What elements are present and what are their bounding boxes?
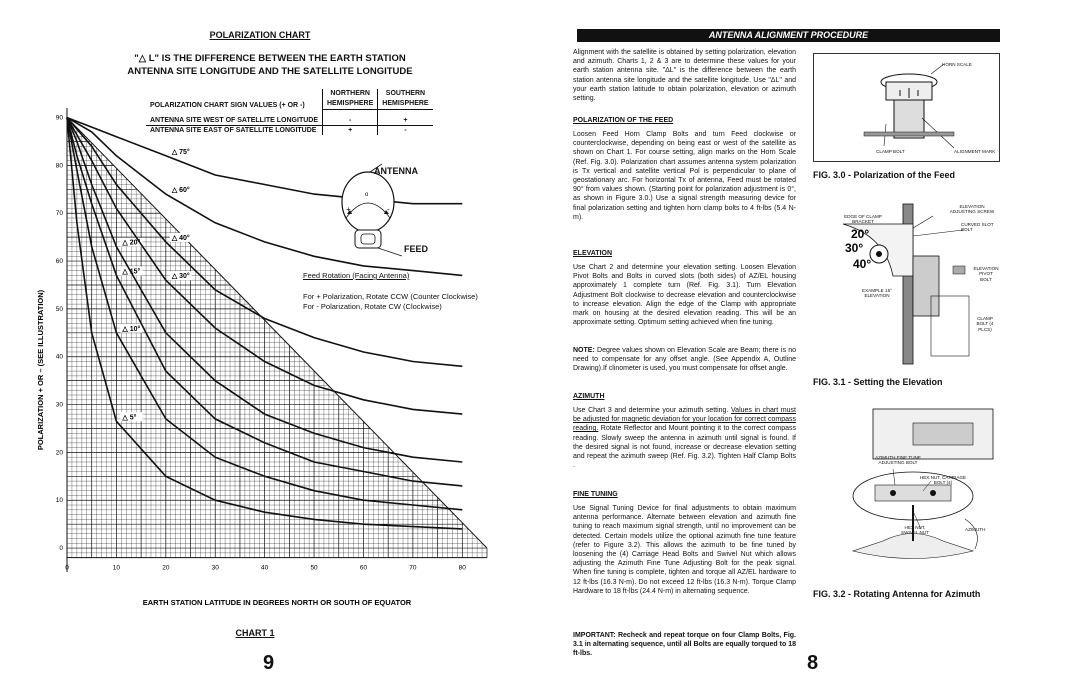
scale-20-label: 20°: [851, 227, 870, 241]
curved-slot-callout: CURVED SLOT BOLT: [961, 222, 994, 233]
figure-3-1: [813, 196, 1000, 371]
svg-text:-: -: [387, 205, 390, 214]
elevation-adjusting-screw-callout: ELEVATION ADJUSTING SCREW: [949, 204, 995, 215]
feed-rotation-ccw: For + Polarization, Rotate CCW (Counter Clockwise): [303, 292, 478, 301]
row-west-label: ANTENNA SITE WEST OF SATELLITE LONGITUDE: [146, 116, 323, 126]
figure-3-2: [813, 401, 1003, 581]
southern-header: SOUTHERN: [378, 89, 433, 99]
feed-label: FEED: [404, 244, 429, 254]
pivot-bolt-callout: ELEVATION PIVOT BOLT: [973, 266, 999, 282]
feed-paragraph: Loosen Feed Horn Clamp Bolts and turn Feed clockwise or counterclockwise, depending on being east or west of the satellite as shown on Chart 1. For course setting, align marks on the Horn Scale (Ref. Fig. 3.0). Polarization chart assumes antenna system polarization is Tx vertical and satellite vertical Pol is perpendicular to plane of geostationary arc. For horizontal Tx of antenna, Feed must be rotated 90° from values shown. (Starting point for polarization adjustment is 0°, as shown in Figure 3.0.) Use a signal strength measuring device for final polarization setting and tighten horn clamp bolts to 4 ft-lbs (5.4 N-m).: [573, 131, 796, 221]
azimuth-drawing: [813, 401, 1003, 581]
y-tick-label: 90: [55, 114, 63, 122]
x-tick-label: 80: [458, 564, 466, 572]
elevation-section-heading: ELEVATION: [573, 250, 613, 257]
intro-paragraph: Alignment with the satellite is obtained by setting polarization, elevation and azimuth. Charts 1, 2 & 3 are to determine these values for your earth station antenna site. "ΔL" is the difference between the earth station antenna site longitude and the satellite longitude. Use "ΔL" and your earth station latitude to obtain polarization, elevation or azimuth setting.: [573, 49, 796, 103]
scale-30-label: 30°: [845, 241, 864, 255]
svg-text:o: o: [365, 192, 369, 198]
note-text: Degree values shown on Elevation Scale are Beam; there is no need to compensate for any offset angle. (See Appendix A, Outline Drawing).If clinometer is used, you must compensate for offset angle.: [573, 347, 796, 373]
northern-header: NORTHERN: [323, 89, 378, 99]
feed-section-heading: POLARIZATION OF THE FEED: [573, 117, 674, 124]
azimuth-section-heading: AZIMUTH: [573, 393, 605, 400]
figure-3-2-caption: FIG. 3.2 - Rotating Antenna for Azimuth: [813, 589, 981, 599]
figure-3-0: [813, 53, 1000, 162]
clamp-bolt-4-callout: CLAMP BOLT (4 PLCS): [976, 316, 994, 332]
x-tick-label: 60: [359, 564, 368, 572]
y-tick-label: 10: [55, 497, 63, 505]
polarization-chart: [22, 100, 502, 620]
fine-tuning-paragraph: Use Signal Tuning Device for final adjustments to obtain maximum antenna performance. Alternate between elevation and azimuth fine tuning to reach maximum signal strength, until no improvement can be detected. Certain models utilize the optional azimuth fine tune feature (refer to Figure 3.2). This allows the azimuth to be fine tuned by loosening the (4) Carriage Head Bolts and Swivel Nut which allows adjusting the Azimuth Fine Tune Adjusting Bolt for the peak signal. When fine tuning is complete, tighten and torque all AZ/EL hardware to 12 ft-lbs (16.3 N-m). Do not exceed 12 ft-lbs (16.3 N-m). Torque Clamp Hardware to 18 ft-lbs (24.4 N-m) in alternating sequence.: [573, 505, 796, 595]
series-label: △ 10°: [122, 325, 141, 333]
hex-nut-carriage-callout: HEX NUT, CARRIAGE BOLT (4): [919, 475, 967, 486]
northern-hemisphere-header: HEMISPHERE: [323, 99, 378, 110]
x-tick-label: 70: [409, 564, 417, 572]
y-axis-label: POLARIZATION + OR – (SEE ILLUSTRATION): [36, 289, 45, 451]
feed-horn-drawing: [814, 54, 999, 161]
azimuth-paragraph: [573, 406, 796, 470]
horn-scale-callout: HORN SCALE: [942, 62, 972, 67]
scale-40-label: 40°: [853, 257, 872, 271]
azimuth-text-a: Use Chart 3 and determine your azimuth setting.: [573, 407, 732, 414]
feed-rotation-cw: For - Polarization, Rotate CW (Clockwise): [303, 302, 442, 311]
svg-text:+: +: [346, 205, 351, 214]
row-west-south: +: [378, 116, 433, 126]
chart-subtitle-line1: "△ L" IS THE DIFFERENCE BETWEEN THE EARTH STATION: [134, 53, 406, 64]
series-label: △ 30°: [171, 273, 190, 281]
swivel-nut-callout: HEX NUT, SWIVEL NUT: [901, 525, 929, 536]
x-tick-label: 40: [261, 564, 269, 572]
figure-3-1-caption: FIG. 3.1 - Setting the Elevation: [813, 377, 943, 387]
y-tick-label: 60: [55, 258, 63, 266]
azimuth-fine-tune-callout: AZIMUTH FINE TUNE ADJUSTING BOLT: [875, 455, 921, 466]
azimuth-text-b: Rotate Reflector and Mount pointing it to the correct compass reading. Slowly sweep the antenna in azimuth until signal is found. If the desired signal is not found, increase or decrease elevation setting and repeat the azimuth sweep (Ref. Fig. 3.2). Tighten Half Clamp Bolts .: [573, 425, 796, 470]
series-label: △ 20°: [122, 239, 141, 247]
elevation-paragraph: Use Chart 2 and determine your elevation setting. Loosen Elevation Pivot Bolts and Bolts in curved slots (both sides) of AZ/EL housing approximately 1 complete turn (Ref. Fig. 3.1). Turn Elevation Adjustment Bolt clockwise to decrease elevation and counterclockwise to increase elevation. Align the edge of the Clamp with appropriate mark on housing at the desired elevation reading. This will be an approximate setting. Optimum setting achieved when fine tuning.: [573, 264, 796, 327]
row-west-north: -: [323, 116, 378, 126]
series-label: △ 5°: [122, 414, 137, 422]
x-tick-label: 10: [112, 564, 121, 572]
x-tick-label: 20: [162, 564, 170, 572]
procedure-banner: ANTENNA ALIGNMENT PROCEDURE: [577, 29, 1000, 42]
elevation-note: [573, 346, 796, 374]
figure-3-0-caption: FIG. 3.0 - Polarization of the Feed: [813, 170, 956, 180]
antenna-label: ANTENNA: [374, 166, 418, 176]
y-tick-label: 30: [55, 401, 63, 409]
row-east-south: -: [378, 125, 433, 135]
fine-tuning-heading: FINE TUNING: [573, 491, 618, 498]
chart-subtitle-line2: ANTENNA SITE LONGITUDE AND THE SATELLITE LONGITUDE: [127, 66, 413, 77]
page-number-right: 8: [807, 652, 819, 674]
x-tick-label: 30: [211, 564, 219, 572]
sign-values-table: [146, 89, 433, 135]
series-label: △ 75°: [171, 148, 190, 156]
feed-rotation-title: Feed Rotation (Facing Antenna): [303, 271, 410, 280]
note-label: NOTE:: [573, 347, 595, 354]
row-east-label: ANTENNA SITE EAST OF SATELLITE LONGITUDE: [150, 126, 317, 134]
y-tick-label: 70: [55, 210, 63, 218]
series-label: △ 40°: [171, 234, 190, 242]
x-tick-label: 50: [310, 564, 318, 572]
clamp-bolt-callout: CLAMP BOLT: [876, 149, 905, 154]
example-elevation-callout: EXAMPLE 15° ELEVATION: [862, 288, 892, 299]
azimuth-text-underlined: Values in chart must be adjusted for magnetic deviation for your location for correct compass reading.: [573, 407, 796, 433]
x-axis-label: EARTH STATION LATITUDE IN DEGREES NORTH OR SOUTH OF EQUATOR: [142, 598, 412, 607]
y-tick-label: 40: [55, 353, 63, 361]
southern-hemisphere-header: HEMISPHERE: [378, 99, 433, 110]
chart-caption: CHART 1: [235, 628, 275, 638]
y-tick-label: 80: [55, 162, 63, 170]
important-note: IMPORTANT: Recheck and repeat torque on four Clamp Bolts, Fig. 3.1 in alternating sequence, until all Bolts are equally torqued to 18 ft-lbs.: [573, 632, 796, 658]
edge-of-clamp-callout: EDGE OF CLAMP BRACKET: [844, 214, 882, 225]
y-tick-label: 50: [55, 305, 63, 313]
y-tick-label: 0: [59, 545, 63, 553]
y-tick-label: 20: [55, 449, 63, 457]
azimuth-callout: AZIMUTH: [965, 527, 986, 532]
page-number-left: 9: [263, 652, 275, 674]
alignment-mark-callout: ALIGNMENT MARK: [954, 149, 996, 154]
x-tick-label: 0: [65, 564, 69, 572]
row-east-north: +: [323, 125, 378, 135]
series-label: △ 15°: [122, 268, 141, 276]
sign-table-column-label: POLARIZATION CHART SIGN VALUES (+ OR -): [150, 101, 305, 109]
chart-title: POLARIZATION CHART: [209, 30, 311, 40]
series-label: △ 60°: [171, 187, 190, 195]
